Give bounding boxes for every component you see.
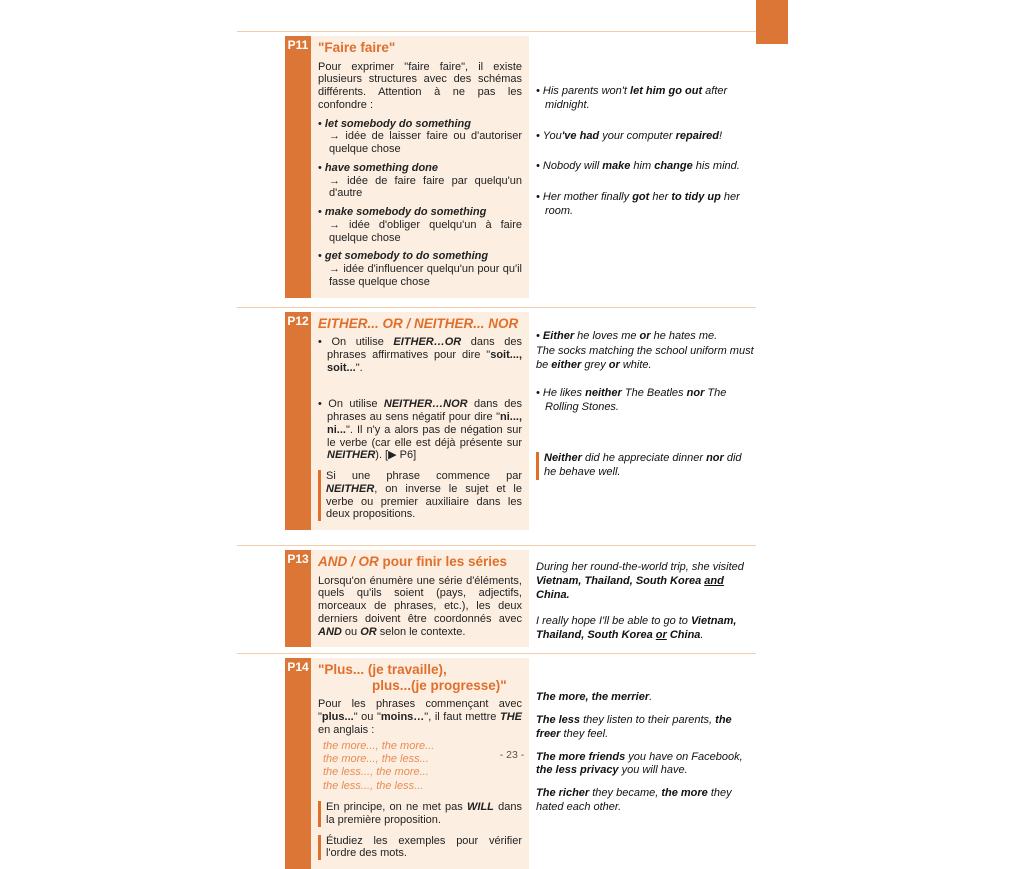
rule-title: "Faire faire"	[318, 40, 396, 55]
rule-title: "Plus... (je travaille), plus...(je progresse)"	[318, 662, 507, 693]
note-text: Si une phrase commence par NEITHER, on inverse le sujet et le verbe ou premier auxiliaire dans les deux propositions.	[326, 470, 522, 521]
section-row	[285, 658, 756, 869]
rule-explanation-box	[311, 312, 529, 531]
paragraph: During her round-the-world trip, she visited Vietnam, Thailand, South Korea and China.	[536, 561, 744, 601]
paragraph-number-badge: P14	[285, 658, 311, 869]
rule-section-p13	[237, 545, 756, 647]
structure-definition	[318, 118, 522, 156]
rule-explanation-box	[311, 658, 529, 869]
structure-meaning: → idée de faire faire par quelqu'un d'autre	[329, 174, 522, 200]
bullet-item: • On utilise EITHER…OR dans des phrases affirmatives pour dire "soit..., soit...".	[318, 336, 522, 374]
examples-column	[536, 658, 756, 869]
note-callout	[318, 801, 522, 827]
structure-definition	[318, 206, 522, 244]
note-pipe-icon	[318, 470, 321, 521]
note-text: Étudiez les exemples pour vérifier l'ordre des mots.	[326, 834, 522, 860]
grammar-rules-content	[237, 31, 756, 869]
note-pipe-icon	[318, 835, 321, 861]
paragraph-number-badge: P12	[285, 312, 311, 531]
bullet-item: • He likes neither The Beatles nor The Rolling Stones.	[536, 387, 754, 415]
rule-section-p11	[237, 31, 756, 298]
structure-term: • get somebody to do something	[318, 250, 522, 263]
paragraph: The richer they became, the more they hated each other.	[536, 787, 732, 813]
chapter-corner-tab	[756, 0, 788, 44]
note-callout	[536, 452, 754, 480]
section-row	[285, 312, 756, 531]
bullet-item: • Her mother finally got her to tidy up her room.	[536, 191, 754, 219]
note-pipe-icon	[318, 801, 321, 827]
structure-definition	[318, 250, 522, 288]
paragraph: The more, the merrier.	[536, 691, 653, 704]
paragraph-number-badge: P13	[285, 550, 311, 647]
structure-term: • let somebody do something	[318, 118, 522, 131]
paragraph: Lorsqu'on énumère une série d'éléments, quels qu'ils soient (pays, adjectifs, morceaux de phrases, etc.), les deux derniers doivent être coordonnés avec AND ou OR selon le contexte.	[318, 574, 522, 638]
note-text: En principe, on ne met pas WILL dans la première proposition.	[326, 801, 522, 826]
note-callout	[318, 835, 522, 861]
section-row	[285, 550, 756, 647]
examples-column	[536, 36, 756, 298]
bullet-item: • You've had your computer repaired!	[536, 130, 754, 144]
section-row	[285, 36, 756, 298]
rule-section-p14	[237, 653, 756, 869]
rule-explanation-box	[311, 550, 529, 647]
bullet-item: • His parents won't let him go out after midnight.	[536, 85, 754, 113]
structure-meaning: → idée de laisser faire ou d'autoriser quelque chose	[329, 130, 522, 156]
structure-definition	[318, 162, 522, 200]
paragraph: Pour les phrases commençant avec "plus..." ou "moins…", il faut mettre THE en anglais :	[318, 698, 522, 736]
paragraph: The less they listen to their parents, the freer they feel.	[536, 714, 732, 740]
bullet-item: • Either he loves me or he hates me.	[536, 330, 754, 344]
rule-title: AND / OR pour finir les séries	[318, 554, 508, 570]
note-callout	[318, 470, 522, 521]
page-number: - 23 -	[499, 749, 525, 761]
pattern-lines: the more..., the more... the more..., the less... the less..., the more... the less..., the less...	[323, 739, 435, 792]
paragraph: The socks matching the school uniform must be either grey or white.	[536, 345, 754, 372]
bullet-item: • On utilise NEITHER…NOR dans des phrases au sens négatif pour dire "ni..., ni...". Il n'y a alors pas de négation sur le verbe (car elle est déjà présente sur NEITHER). [▶ P6]	[318, 398, 522, 462]
examples-column	[536, 550, 756, 647]
structure-term: • have something done	[318, 162, 522, 175]
structure-term: • make somebody do something	[318, 206, 522, 219]
bullet-item: • Nobody will make him change his mind.	[536, 160, 754, 174]
paragraph: Pour exprimer "faire faire", il existe plusieurs structures avec des schémas différents. Attention à ne pas les confondre :	[318, 60, 522, 111]
paragraph: I really hope I'll be able to go to Vietnam, Thailand, South Korea or China.	[536, 615, 737, 642]
paragraph: The more friends you have on Facebook, the less privacy you will have.	[536, 750, 743, 777]
structure-meaning: → idée d'influencer quelqu'un pour qu'il fasse quelque chose	[329, 263, 522, 288]
paragraph-number-badge: P11	[285, 36, 311, 298]
note-text: Neither did he appreciate dinner nor did he behave well.	[544, 452, 742, 479]
note-pipe-icon	[536, 452, 539, 480]
examples-column	[536, 312, 756, 531]
rule-title: EITHER... OR / NEITHER... NOR	[318, 315, 519, 331]
rule-section-p12	[237, 307, 756, 531]
structure-meaning: → idée d'obliger quelqu'un à faire quelque chose	[329, 218, 522, 244]
rule-explanation-box	[311, 36, 529, 298]
